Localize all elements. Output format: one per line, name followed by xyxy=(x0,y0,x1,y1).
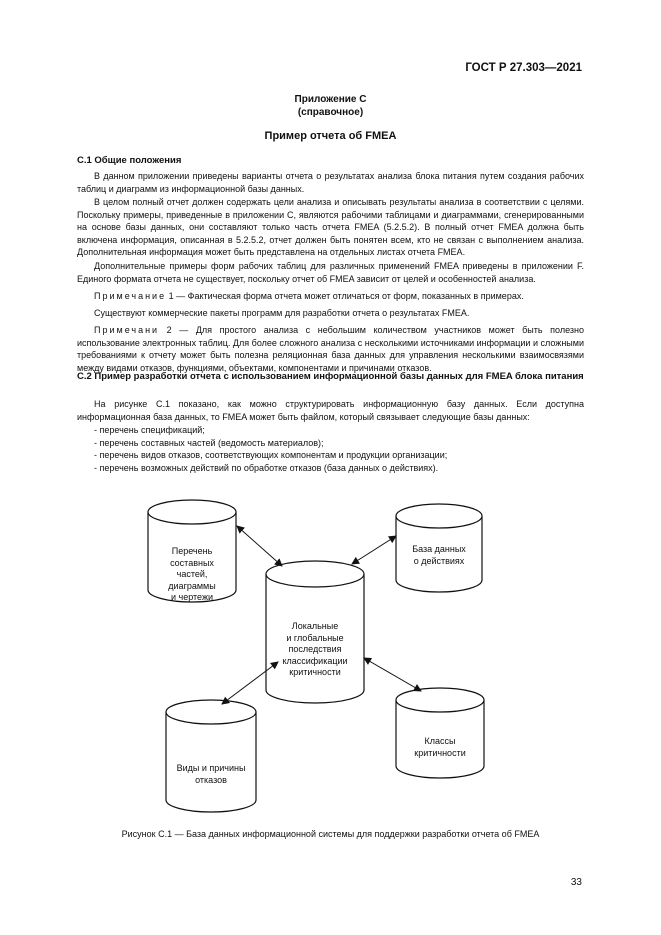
label-line: Классы xyxy=(424,736,456,746)
label-line: критичности xyxy=(289,667,341,677)
link-arrow xyxy=(237,526,282,566)
label-line: диаграммы xyxy=(168,580,216,591)
database-list xyxy=(94,424,584,474)
label-line: классификации xyxy=(282,655,348,666)
label-line: Перечень xyxy=(171,546,213,556)
paragraph: Существуют коммерческие пакеты программ для разработки отчета о результатах FMEA. xyxy=(94,308,470,318)
page-number: 33 xyxy=(570,877,582,888)
list-item: - перечень возможных действий по обработке отказов (база данных о действиях). xyxy=(94,462,439,473)
paragraph: В данном приложении приведены варианты отчета о результатах анализа блока питания путем создания рабочих таблиц и диаграмм из информационной базы данных. xyxy=(77,171,584,194)
label-line: последствия xyxy=(288,644,342,654)
main-title: Пример отчета об FMEA xyxy=(264,130,397,142)
list-item: - перечень спецификаций; xyxy=(94,425,205,435)
link-arrow xyxy=(352,536,396,564)
label-line: Виды и причины xyxy=(176,763,246,773)
list-item: - перечень видов отказов, соответствующих компонентам и продукции организации; xyxy=(94,450,448,461)
link-arrow xyxy=(364,658,421,691)
note-label: Примечани xyxy=(94,325,160,335)
database-cylinder-criticality-classes xyxy=(396,688,484,778)
db-label-central xyxy=(266,621,364,679)
note-2 xyxy=(77,324,584,374)
label-line: и чертежи xyxy=(170,592,213,602)
annex-name: Приложение С xyxy=(294,94,367,105)
label-line: составных xyxy=(170,557,214,568)
paragraph: Дополнительные примеры форм рабочих таблиц для различных применений FMEA приведены в приложении F. Единого формата отчета не существует, поскольку отчет об FMEA зависит от целей и особенностей анализа. xyxy=(77,261,584,284)
note-label: Примечание xyxy=(94,291,167,301)
db-label-actions xyxy=(396,544,482,567)
label-line: отказов xyxy=(195,774,227,785)
db-label-failure-modes xyxy=(160,763,262,786)
db-label-criticality-classes xyxy=(396,736,484,759)
note-text: 1 — Фактическая форма отчета может отличаться от форм, показанных в примерах. xyxy=(166,291,524,301)
database-cylinder-failure-modes xyxy=(166,700,256,812)
label-line: частей, xyxy=(176,569,208,579)
section-2-heading: С.2 Пример разработки отчета с использованием информационной базы данных для FMEA блока питания xyxy=(77,371,584,382)
section-1-heading: С.1 Общие положения xyxy=(77,155,182,166)
annex-title xyxy=(77,93,584,119)
label-line: Локальные xyxy=(291,621,339,631)
label-line: База данных xyxy=(412,544,466,554)
db-label-specs xyxy=(148,546,236,604)
annex-type: (справочное) xyxy=(297,107,364,118)
label-line: и глобальные xyxy=(286,632,344,643)
figure-caption: Рисунок С.1 — База данных информационной системы для поддержки разработки отчета об FMEA xyxy=(121,829,540,839)
list-item: - перечень составных частей (ведомость материалов); xyxy=(94,437,324,448)
paragraph: В целом полный отчет должен содержать цели анализа и описывать результаты анализа в соответствии с целями. Поскольку примеры, приведенные в приложении С, являются рабочими таблицами и диаграммами, сгенерированными на основе базы данных, они составляют только часть отчета FMEA (5.2.5.2). В полный отчет FMEA должна быть включена информация, описанная в 5.2.5.2, отчет должен быть понятен всем, кто не связан с выполнением анализа. Дополнительная информация может быть представлена на отдельных листах отчета FMEA. xyxy=(77,197,584,258)
note-1 xyxy=(77,290,584,303)
label-line: о действиях xyxy=(413,555,465,566)
document-code: ГОСТ Р 27.303—2021 xyxy=(465,62,582,74)
paragraph: На рисунке С.1 показано, как можно структурировать информационную базу данных. Если доступна информационная база данных, то FMEA может быть файлом, который связывает следующие базы данных: xyxy=(77,399,584,422)
label-line: критичности xyxy=(414,747,466,758)
note-text: 2 — Для простого анализа с небольшим количеством участников может быть полезно использование электронных таблиц. Для более сложного анализа с несколькими источниками информации и сложными требованиями к отчету может быть полезна реляционная база данных для управления несколькими взаимосвязями между видами отказов, функциями, объектами, компонентами и причинами отказов. xyxy=(77,325,584,373)
